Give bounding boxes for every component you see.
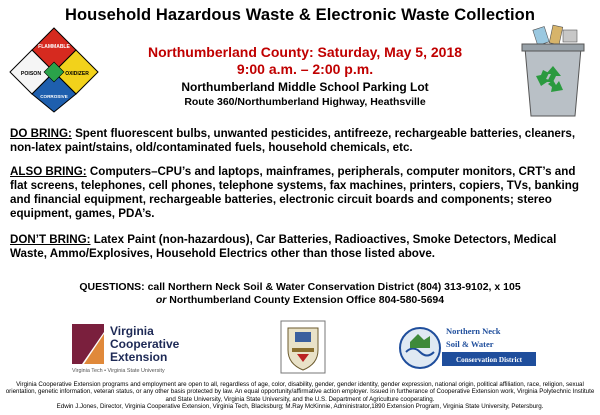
questions-contact-1: : call Northern Neck Soil & Water Conservation District (804) 313-9102, x 105	[141, 281, 521, 293]
also-bring-text: Computers–CPU’s and laptops, mainframes, peripherals, computer monitors, CRT’s and flat screens, telephones, cell phones, telephone systems, fax machines, printers, copiers, TVs, banking and financial equipment, rechargeable batteries, electronic circuit boards and components; stereo equipment, games, PDA’s.	[10, 165, 579, 220]
hazard-label-left: POISON	[20, 71, 42, 77]
vce-line-3: Extension	[110, 350, 168, 364]
nn-line-1: Northern Neck	[446, 326, 501, 336]
questions-line-1	[0, 281, 600, 294]
event-location: Northumberland Middle School Parking Lot	[181, 80, 429, 94]
hazard-label-right: OXIDIZER	[65, 71, 89, 77]
event-route: Route 360/Northumberland Highway, Heathsville	[184, 96, 426, 108]
northern-neck-swcd-logo	[398, 320, 538, 376]
footer-line-1: Virginia Cooperative Extension programs and employment are open to all, regardless of age, color, disability, gender, gender identity, gender expression, national origin, political affiliation, race, religion, sexual orientation, genetic information, veteran status, or any other basis protected by law. An equal opportunity/affirmative action employer. Issued in furtherance of Cooperative Extension work, Virginia Polytechnic Institute and State University, Virginia State University, and the U.S. Department of Agriculture cooperating.	[5, 381, 595, 403]
dont-bring-label: DON’T BRING:	[10, 233, 91, 246]
questions-contact-2: Northumberland County Extension Office 804-580-5694	[166, 294, 445, 306]
county-seal-icon	[278, 318, 328, 376]
virginia-cooperative-extension-logo	[68, 320, 218, 376]
footer-disclaimer	[4, 381, 596, 410]
do-bring-text: Spent fluorescent bulbs, unwanted pesticides, antifreeze, rechargeable batteries, cleaners, non-latex paint/stains, old/contaminated fuels, household chemicals, etc.	[10, 127, 576, 154]
event-time: 9:00 a.m. – 2:00 p.m.	[236, 61, 374, 77]
event-details	[110, 44, 500, 110]
nn-line-2: Soil & Water	[446, 339, 494, 349]
hazard-label-bottom: CORROSIVE	[40, 94, 68, 99]
dont-bring-text: Latex Paint (non-hazardous), Car Batteries, Radioactives, Smoke Detectors, Medical Waste, Ammo/Explosives, Household Electrics other than those listed above.	[10, 233, 557, 260]
dont-bring-section	[10, 233, 592, 261]
questions-line-2	[0, 294, 600, 307]
vce-line-2: Cooperative	[110, 337, 180, 351]
also-bring-section	[10, 165, 592, 221]
page-title: Household Hazardous Waste & Electronic Waste Collection	[64, 6, 536, 24]
hazard-label-top: FLAMMABLE	[38, 44, 70, 50]
questions-or: or	[155, 294, 167, 306]
nn-line-3: Conservation District	[455, 356, 523, 364]
do-bring-section	[10, 127, 592, 155]
footer-line-2: Edwin J.Jones, Director, Virginia Cooperative Extension, Virginia Tech, Blacksburg; M.Ray McKinnie, Administrator,1890 Extension Program, Virginia State University, Petersburg.	[56, 402, 544, 410]
event-county-date: Northumberland County: Saturday, May 5, 2018	[147, 44, 463, 60]
sponsor-logos	[0, 318, 600, 380]
vce-subtitle: Virginia Tech • Virginia State University	[72, 368, 165, 374]
do-bring-label: DO BRING:	[10, 127, 72, 140]
vce-line-1: Virginia	[110, 324, 154, 338]
also-bring-label: ALSO BRING:	[10, 165, 87, 178]
questions-label: QUESTIONS	[79, 281, 142, 293]
hazard-diamond-icon	[8, 26, 100, 114]
recycling-bin-icon	[505, 24, 593, 120]
